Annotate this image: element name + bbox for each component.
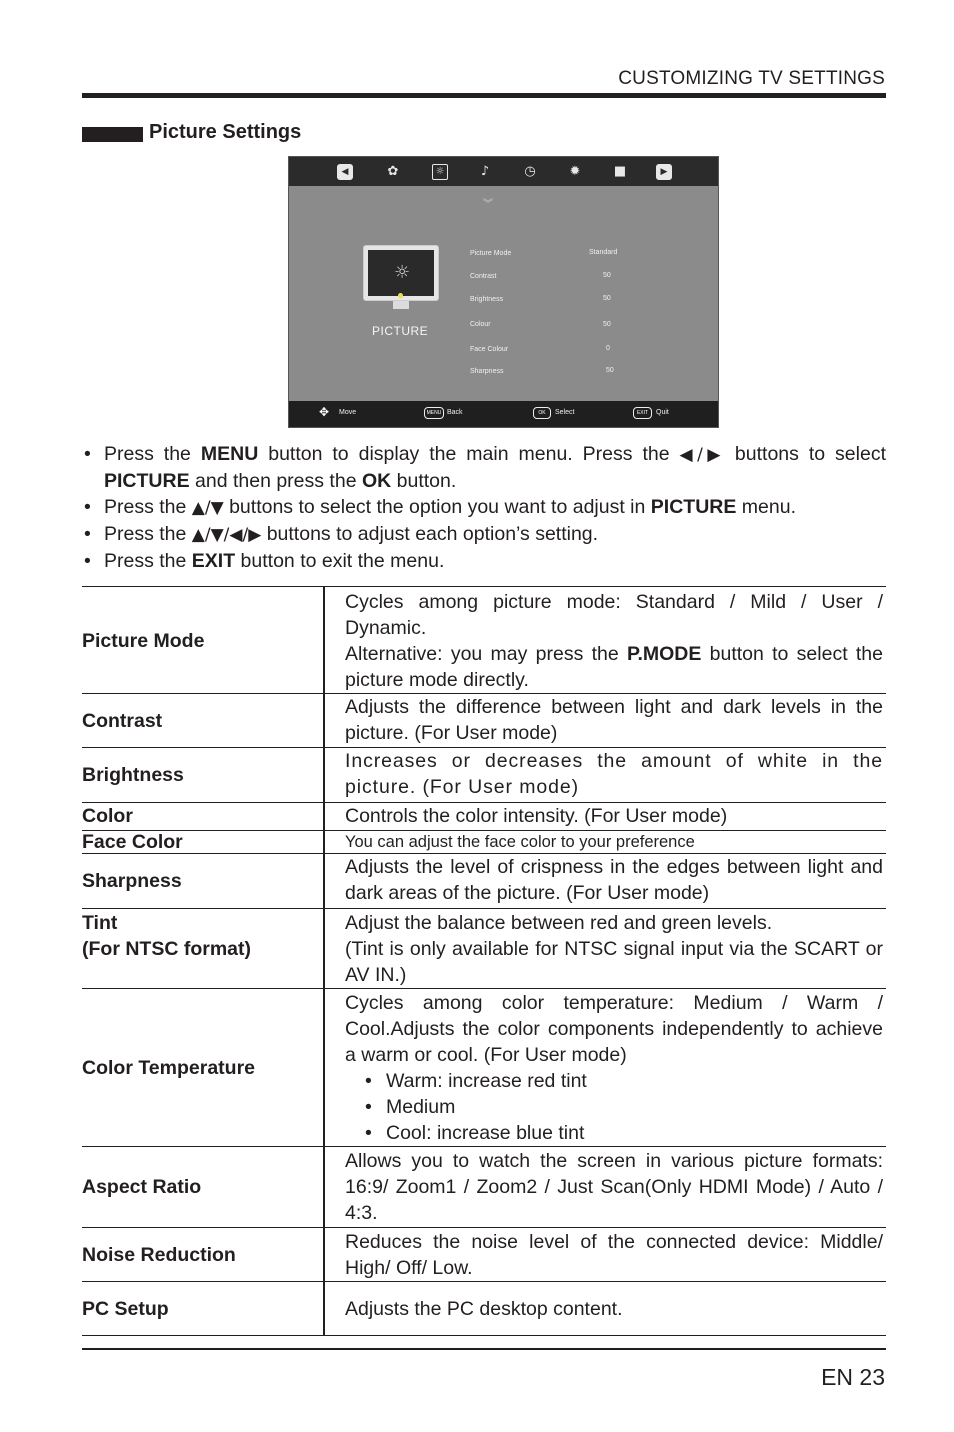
picture-color-icon: ✿ — [387, 164, 399, 179]
tv-menu-item-label: Picture Mode — [470, 250, 512, 257]
gear-icon: ✹ — [569, 164, 581, 179]
back-hint: Back — [447, 409, 463, 416]
table-row — [82, 693, 886, 748]
tv-menu-item-value: 50 — [606, 367, 614, 374]
row-label: Color — [82, 805, 133, 827]
section-marker — [82, 127, 143, 142]
table-row — [82, 908, 886, 988]
arrow-keys-icon: ◀/▶ — [679, 445, 725, 465]
arrow-keys-icon: ▲/▼ — [191, 498, 224, 518]
row-label: Brightness — [82, 764, 184, 786]
row-description: Reduces the noise level of the connected device: Middle/ High/ Off/ Low. — [345, 1231, 883, 1279]
chevron-down-icon: ︾ — [483, 199, 493, 210]
lock-icon: ■ — [613, 164, 627, 179]
monitor-screen — [368, 250, 434, 296]
instruction-list — [82, 441, 886, 574]
menu-key-icon: MENU — [424, 407, 444, 419]
tv-menu-item-label: Face Colour — [470, 346, 509, 353]
tv-menu-item-label: Contrast — [470, 273, 497, 280]
header-title: CUSTOMIZING TV SETTINGS — [618, 68, 885, 89]
instruction-item: • Press the ▲/▼/◀/▶ buttons to adjust each option’s setting. — [82, 521, 886, 548]
tv-menu-hint-bar — [289, 401, 718, 427]
row-label: Aspect Ratio — [82, 1176, 202, 1198]
row-description: Adjust the balance between red and green levels. (Tint is only available for NTSC signal input via the SCART or AV IN.) — [345, 912, 883, 986]
ok-key-icon: OK — [533, 407, 551, 419]
tv-menu-item-value: Standard — [589, 249, 618, 256]
quit-hint: Quit — [656, 409, 669, 416]
row-description: You can adjust the face color to your preference — [345, 833, 695, 851]
table-row — [82, 1227, 886, 1281]
tv-menu-item-value: 50 — [603, 295, 611, 302]
row-label: Noise Reduction — [82, 1244, 236, 1266]
row-description: Increases or decreases the amount of white in the picture. (For User mode) — [345, 750, 883, 798]
tv-menu-item-label: Colour — [470, 321, 491, 328]
row-label: Sharpness — [82, 870, 182, 892]
tv-menu-item-label: Sharpness — [470, 368, 504, 375]
monitor-stand — [393, 301, 409, 309]
sun-icon: ☼ — [394, 262, 411, 283]
tv-category-label: PICTURE — [372, 324, 429, 338]
tv-menu-item-value: 50 — [603, 321, 611, 328]
row-label: Contrast — [82, 710, 163, 732]
instruction-item: • Press the MENU button to display the main menu. Press the ◀/▶ buttons to select PICTURE and then press the OK button. — [82, 441, 886, 494]
speaker-icon: ♪ — [480, 164, 490, 179]
row-label: Color Temperature — [82, 1057, 256, 1079]
instruction-item: • Press the EXIT button to exit the menu. — [82, 548, 886, 574]
table-row — [82, 586, 886, 693]
row-description: Adjusts the PC desktop content. — [345, 1298, 623, 1320]
row-label: PC Setup — [82, 1298, 169, 1320]
monitor-icon: ☼ — [432, 164, 448, 180]
table-row — [82, 853, 886, 908]
arrow-keys-icon: ▲/▼/◀/▶ — [191, 525, 262, 545]
select-hint: Select — [555, 409, 575, 416]
tv-menu-item-value: 50 — [603, 272, 611, 279]
tv-menu-item-label: Brightness — [470, 296, 504, 303]
tv-menu-item-value: 0 — [606, 345, 610, 352]
section-title: Picture Settings — [149, 121, 302, 143]
list-item: • Medium — [345, 1094, 883, 1120]
row-label: Picture Mode — [82, 630, 205, 652]
table-row — [82, 802, 886, 830]
row-description: Controls the color intensity. (For User mode) — [345, 805, 728, 827]
page-number: EN 23 — [821, 1364, 885, 1390]
table-row — [82, 1281, 886, 1336]
clock-icon: ◷ — [524, 164, 536, 179]
footer-rule — [82, 1348, 886, 1350]
list-item: • Warm: increase red tint — [345, 1068, 883, 1094]
left-arrow-icon: ◀ — [337, 164, 353, 180]
row-description: Adjusts the difference between light and dark levels in the picture. (For User mode) — [345, 696, 883, 744]
move-hint: Move — [339, 409, 357, 416]
row-description: Cycles among picture mode: Standard / Mild / User / Dynamic. Alternative: you may press the P.MODE button to select the picture mode directly. — [345, 591, 883, 691]
right-arrow-icon: ▶ — [656, 164, 672, 180]
row-description: Cycles among color temperature: Medium / Warm / Cool.Adjusts the color components independently to achieve a warm or cool. (For User mode) • Warm: increase red tint • Medium • Cool: increase blue tint — [345, 990, 883, 1146]
table-row — [82, 988, 886, 1147]
list-item: • Cool: increase blue tint — [345, 1120, 883, 1146]
table-row — [82, 1146, 886, 1228]
row-description: Allows you to watch the screen in various picture formats: 16:9/ Zoom1 / Zoom2 / Just Scan(Only HDMI Mode) / Auto / 4:3. — [345, 1150, 883, 1224]
table-row — [82, 747, 886, 802]
tv-menu-top-bar — [289, 157, 718, 186]
table-row — [82, 830, 886, 854]
move-arrows-icon: ✥ — [319, 405, 330, 419]
power-indicator — [398, 293, 403, 298]
exit-key-icon: EXIT — [633, 407, 652, 419]
header-rule — [82, 93, 886, 98]
row-label: Tint (For NTSC format) — [82, 912, 251, 960]
row-description: Adjusts the level of crispness in the edges between light and dark areas of the picture. (For User mode) — [345, 856, 883, 904]
row-label: Face Color — [82, 831, 183, 853]
instruction-item: • Press the ▲/▼ buttons to select the option you want to adjust in PICTURE menu. — [82, 494, 886, 521]
tv-menu-screenshot — [288, 156, 719, 428]
